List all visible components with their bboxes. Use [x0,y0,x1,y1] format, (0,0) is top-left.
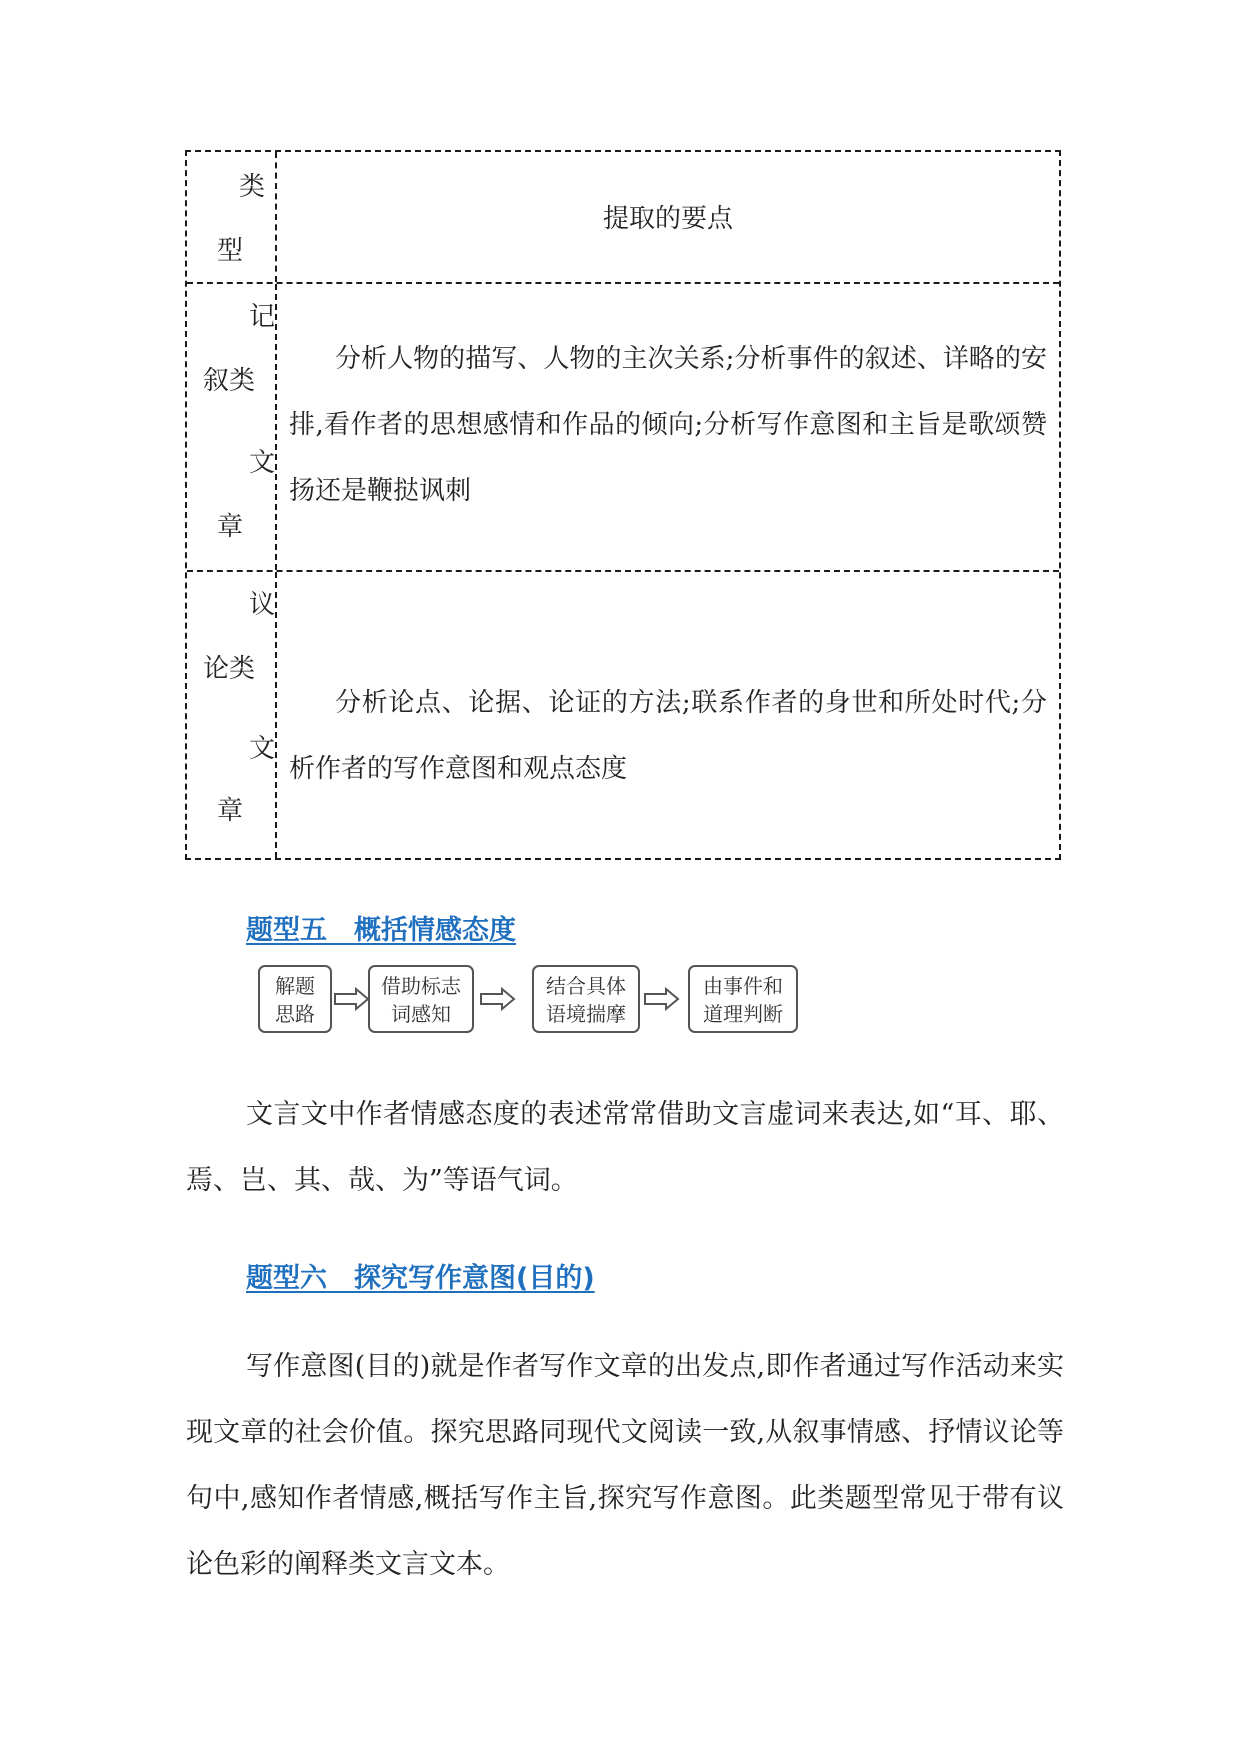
answer-points-table [185,150,1061,860]
flow-step [368,965,474,1033]
type-cell [187,152,277,282]
type-cell [187,284,277,570]
type-char: 类 [239,172,266,202]
table-header-row [187,152,1059,282]
flow-step-line: 由事件和 [703,974,783,998]
type-char: 章 [217,512,244,542]
arrow-right-icon [644,987,680,1011]
section6-paragraph: 写作意图(目的)就是作者写作文章的出发点,即作者通过写作活动来实现文章的社会价值。探究思路同现代文阅读一致,从叙事情感、抒情议论等句中,感知作者情感,概括写作主旨,探究写作意图。此类题型常见于带有议论色彩的阐释类文言文本。 [186,1351,1064,1580]
table-row [187,282,1059,570]
type-char: 议 [249,590,276,620]
type-char: 叙类 [203,366,256,396]
row-main-cell [277,572,1059,858]
table-header-title: 提取的要点 [602,204,733,234]
section5-paragraph: 文言文中作者情感态度的表述常常借助文言虚词来表达,如“耳、耶、焉、岂、其、哉、为”等语气词。 [186,1099,1064,1196]
flow-step-line: 语境揣摩 [546,1002,626,1026]
type-char: 记 [249,302,276,332]
section-heading-5: 题型五 概括情感态度 [246,915,516,946]
type-char: 文 [249,448,276,478]
arrow-right-icon [334,987,370,1011]
flow-step-line: 思路 [275,1002,315,1026]
flow-step-line: 结合具体 [546,974,626,998]
type-char: 型 [217,236,244,266]
flow-step [258,965,332,1033]
arrow-right-icon [480,987,516,1011]
flow-step-line: 借助标志 [381,974,461,998]
header-main-cell [277,152,1059,282]
flow-step-line: 解题 [275,974,315,998]
type-char: 文 [249,734,276,764]
type-cell [187,572,277,858]
flow-step [532,965,640,1033]
flow-step [688,965,798,1033]
row-text: 分析人物的描写、人物的主次关系;分析事件的叙述、详略的安排,看作者的思想感情和作品的倾向;分析写作意图和主旨是歌颂赞扬还是鞭挞讽刺 [289,344,1047,506]
section-heading-6: 题型六 探究写作意图(目的) [246,1263,595,1294]
flow-step-line: 词感知 [391,1002,451,1026]
row-text: 分析论点、论据、论证的方法;联系作者的身世和所处时代;分析作者的写作意图和观点态度 [289,688,1047,784]
type-char: 章 [217,796,244,826]
flow-step-line: 道理判断 [703,1002,783,1026]
table-row [187,570,1059,858]
row-main-cell [277,284,1059,570]
type-char: 论类 [203,654,256,684]
solution-flowchart [258,965,818,1041]
